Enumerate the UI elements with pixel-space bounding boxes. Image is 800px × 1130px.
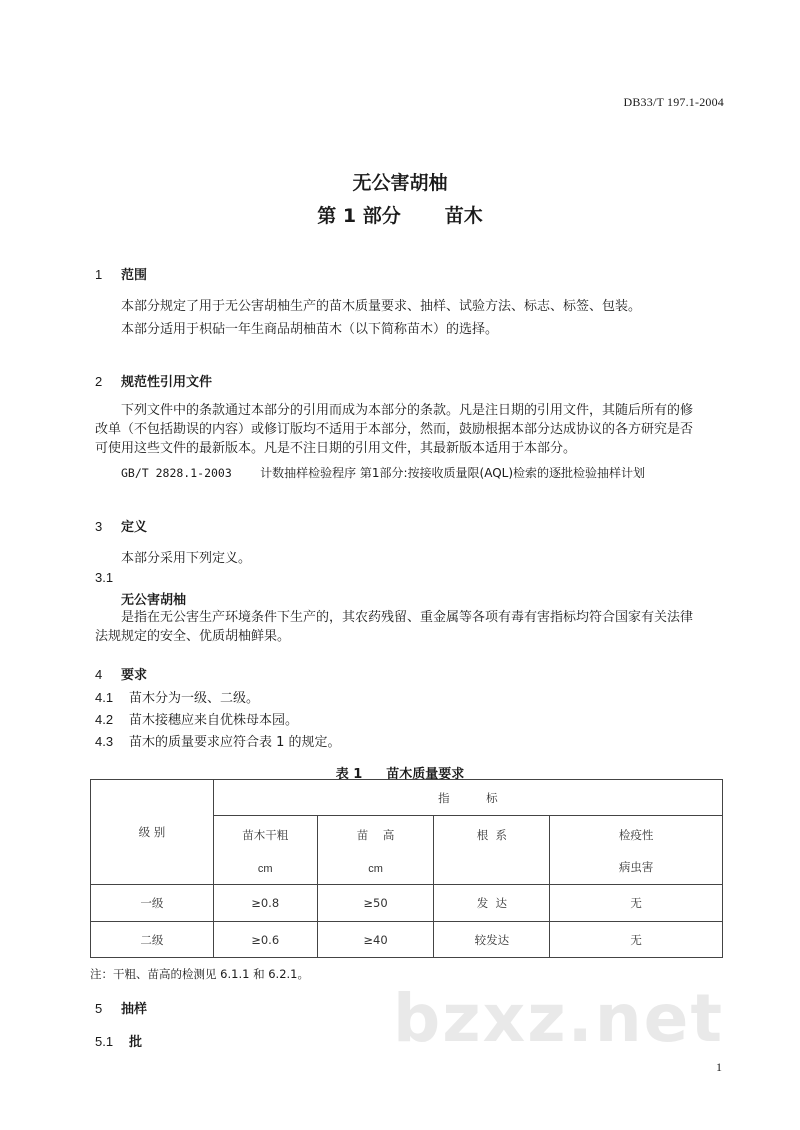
section-3-heading: 3 定义 [95, 519, 148, 535]
cell-grade: 一级 [91, 885, 214, 922]
cell-pest: 无 [550, 922, 723, 958]
header-grade: 级 别 [91, 780, 214, 885]
requirement-item: 4.2 苗木接穗应来自优株母本园。 [95, 712, 299, 728]
quality-table [90, 779, 723, 958]
table-header-row [91, 780, 723, 816]
table-number: 表 1 [335, 767, 363, 782]
section-2-para: 下列文件中的条款通过本部分的引用而成为本部分的条款。凡是注日期的引用文件，其随后所有的修改单（不包括勘误的内容）或修订版均不适用于本部分，然而，鼓励根据本部分达成协议的各方研究是否可使用这些文件的最新版本。凡是不注日期的引用文件，其最新版本适用于本部分。 [95, 403, 694, 456]
part-name: 苗木 [444, 205, 483, 227]
section-4-heading: 4 要求 [95, 667, 148, 683]
standard-code: DB33/T 197.1-2004 [623, 95, 724, 109]
header-stem-diameter: 苗木干粗 cm [213, 816, 317, 885]
section-1-para-1: 本部分规定了用于无公害胡柚生产的苗木质量要求、抽样、试验方法、标志、标签、包装。 [121, 299, 642, 314]
table-row [91, 885, 723, 922]
cell-diameter: ≥0.8 [213, 885, 317, 922]
table-note: 注：干粗、苗高的检测见 6.1.1 和 6.2.1。 [90, 967, 309, 981]
reference-code: GB/T 2828.1-2003 [121, 466, 232, 480]
cell-height: ≥50 [317, 885, 434, 922]
header-quarantine-pests: 检疫性 病虫害 [550, 816, 723, 885]
document-title: 无公害胡柚 [352, 172, 448, 194]
cell-root: 发 达 [434, 885, 550, 922]
cell-diameter: ≥0.6 [213, 922, 317, 958]
reference-title: 计数抽样检验程序 第1部分:按接收质量限(AQL)检索的逐批检验抽样计划 [260, 466, 646, 480]
watermark: bzxz.net [392, 980, 724, 1057]
table-row [91, 922, 723, 958]
document-subtitle [0, 201, 800, 228]
cell-root: 较发达 [434, 922, 550, 958]
section-5-heading: 5 抽样 [95, 1001, 148, 1017]
header-root-system: 根 系 [434, 816, 550, 885]
subsection-5-1-heading: 5.1 批 [95, 1034, 143, 1050]
section-3-para: 本部分采用下列定义。 [121, 551, 252, 566]
normative-reference [121, 464, 645, 481]
term-definition: 是指在无公害生产环境条件下生产的，其农药残留、重金属等各项有毒有害指标均符合国家有关法律法规规定的安全、优质胡柚鲜果。 [95, 610, 694, 644]
cell-height: ≥40 [317, 922, 434, 958]
cell-grade: 二级 [91, 922, 214, 958]
term-heading: 无公害胡柚 [121, 593, 187, 608]
subsection-3-1-number: 3.1 [95, 570, 114, 585]
page-number: 1 [716, 1060, 722, 1074]
table-title: 苗木质量要求 [386, 767, 465, 782]
cell-pest: 无 [550, 885, 723, 922]
section-1-heading: 1 范围 [95, 267, 148, 283]
requirement-item: 4.3 苗木的质量要求应符合表 1 的规定。 [95, 734, 341, 750]
section-1-para-2: 本部分适用于枳砧一年生商品胡柚苗木（以下简称苗木）的选择。 [121, 322, 499, 337]
header-seedling-height: 苗 高 cm [317, 816, 434, 885]
section-2-heading: 2 规范性引用文件 [95, 374, 213, 390]
requirement-item: 4.1 苗木分为一级、二级。 [95, 690, 260, 706]
header-indicators: 指 标 [213, 780, 722, 816]
part-number: 第 1 部分 [317, 205, 401, 227]
